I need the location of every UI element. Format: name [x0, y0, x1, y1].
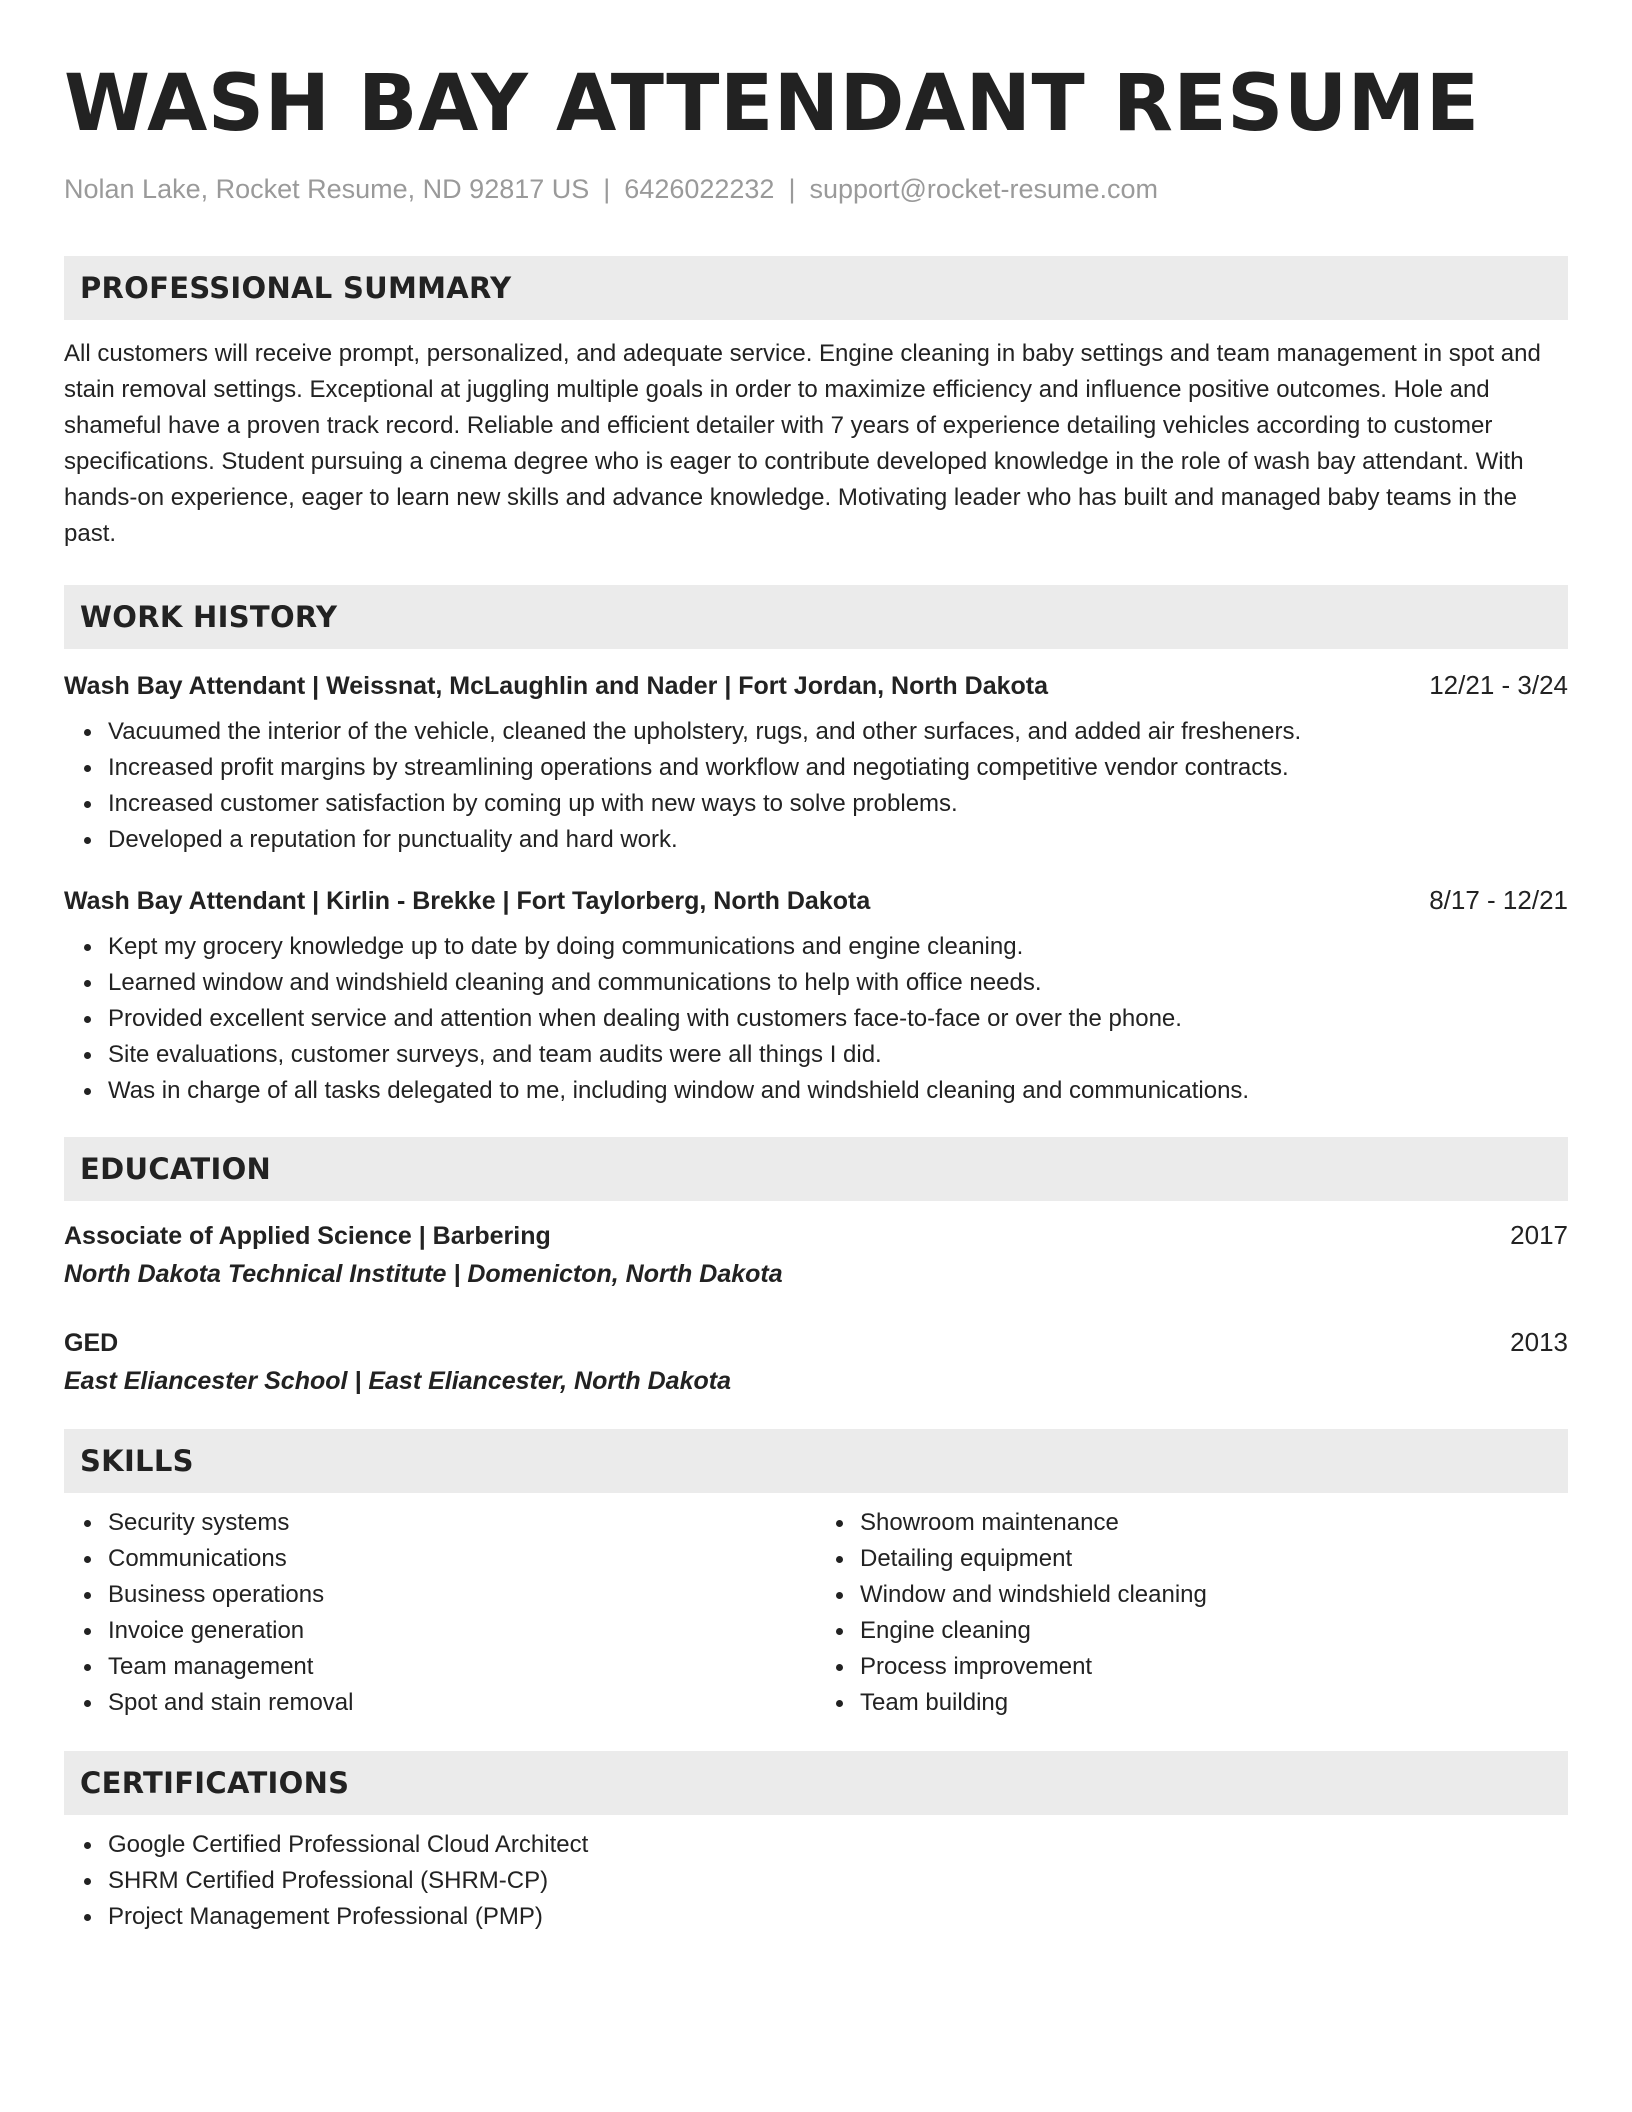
certifications-heading: CERTIFICATIONS — [80, 1766, 350, 1800]
contact-separator: | — [603, 174, 611, 204]
certifications-list — [64, 1827, 1568, 1935]
skill-item: Window and windshield cleaning — [860, 1577, 1568, 1613]
summary-heading: PROFESSIONAL SUMMARY — [80, 271, 512, 305]
summary-text: All customers will receive prompt, personalized, and adequate service. Engine cleaning in baby settings and team management in spot and stain removal settings. Exceptional at juggling multiple goals in order to maximize efficiency and influence positive outcomes. Hole and shameful have a proven track record. Reliable and efficient detailer with 7 years of experience detailing vehicles according to customer specifications. Student pursuing a cinema degree who is eager to contribute developed knowledge in the role of wash bay attendant. With hands-on experience, eager to learn new skills and advance knowledge. Motivating leader who has built and managed baby teams in the past. — [64, 340, 1541, 547]
skill-item: Security systems — [108, 1505, 816, 1541]
skill-item: Communications — [108, 1541, 816, 1577]
certification-item: Project Management Professional (PMP) — [108, 1899, 1568, 1935]
skill-item: Showroom maintenance — [860, 1505, 1568, 1541]
contact-email: support@rocket-resume.com — [809, 174, 1158, 204]
job-bullet-list — [64, 714, 1568, 858]
skill-item: Detailing equipment — [860, 1541, 1568, 1577]
contact-phone: 6426022232 — [624, 174, 775, 204]
job-bullet: Increased profit margins by streamlining operations and workflow and negotiating competitive vendor contracts. — [108, 750, 1568, 786]
skill-item: Engine cleaning — [860, 1613, 1568, 1649]
job-bullet: Provided excellent service and attention when dealing with customers face-to-face or over the phone. — [108, 1001, 1568, 1037]
skills-section-header — [64, 1429, 1568, 1493]
education-section-header — [64, 1137, 1568, 1201]
contact-address: Nolan Lake, Rocket Resume, ND 92817 US — [64, 174, 590, 204]
education-year: 2013 — [1510, 1327, 1568, 1357]
job-bullet: Site evaluations, customer surveys, and team audits were all things I did. — [108, 1037, 1568, 1073]
skill-item: Invoice generation — [108, 1613, 816, 1649]
skill-item: Team management — [108, 1649, 816, 1685]
resume-title: WASH BAY ATTENDANT RESUME — [64, 59, 1480, 149]
job-dates: 12/21 - 3/24 — [1429, 670, 1568, 700]
job-title: Wash Bay Attendant | Kirlin - Brekke | Fort Taylorberg, North Dakota — [64, 887, 871, 915]
skills-heading: SKILLS — [80, 1444, 194, 1478]
skills-list-right — [816, 1505, 1568, 1721]
education-entry — [64, 1217, 1568, 1292]
work-history-section-header — [64, 585, 1568, 649]
job-dates: 8/17 - 12/21 — [1429, 885, 1568, 915]
certification-item: Google Certified Professional Cloud Architect — [108, 1827, 1568, 1863]
education-school: East Eliancester School | East Eliancester, North Dakota — [64, 1367, 731, 1395]
job-bullet-list — [64, 929, 1568, 1109]
job-bullet: Vacuumed the interior of the vehicle, cleaned the upholstery, rugs, and other surfaces, and added air fresheners. — [108, 714, 1568, 750]
certifications-block — [64, 1827, 1568, 1935]
education-degree: GED — [64, 1329, 119, 1357]
education-school: North Dakota Technical Institute | Domenicton, North Dakota — [64, 1260, 783, 1288]
education-entry — [64, 1324, 1568, 1399]
skill-item: Team building — [860, 1685, 1568, 1721]
skill-item: Process improvement — [860, 1649, 1568, 1685]
certification-item: SHRM Certified Professional (SHRM-CP) — [108, 1863, 1568, 1899]
work-history-heading: WORK HISTORY — [80, 600, 338, 634]
contact-line — [64, 172, 1568, 206]
education-degree: Associate of Applied Science | Barbering — [64, 1222, 551, 1250]
job-bullet: Was in charge of all tasks delegated to me, including window and windshield cleaning and communications. — [108, 1073, 1568, 1109]
job-bullet: Developed a reputation for punctuality and hard work. — [108, 822, 1568, 858]
skill-item: Spot and stain removal — [108, 1685, 816, 1721]
skills-columns — [64, 1505, 1568, 1721]
job-title: Wash Bay Attendant | Weissnat, McLaughlin and Nader | Fort Jordan, North Dakota — [64, 672, 1049, 700]
job-entry — [64, 667, 1568, 858]
job-entry — [64, 882, 1568, 1109]
education-heading: EDUCATION — [80, 1152, 272, 1186]
job-bullet: Increased customer satisfaction by coming up with new ways to solve problems. — [108, 786, 1568, 822]
job-bullet: Kept my grocery knowledge up to date by doing communications and engine cleaning. — [108, 929, 1568, 965]
job-bullet: Learned window and windshield cleaning and communications to help with office needs. — [108, 965, 1568, 1001]
skills-list-left — [64, 1505, 816, 1721]
education-year: 2017 — [1510, 1220, 1568, 1250]
contact-separator: | — [788, 174, 796, 204]
skill-item: Business operations — [108, 1577, 816, 1613]
summary-section-header — [64, 256, 1568, 320]
certifications-section-header — [64, 1751, 1568, 1815]
